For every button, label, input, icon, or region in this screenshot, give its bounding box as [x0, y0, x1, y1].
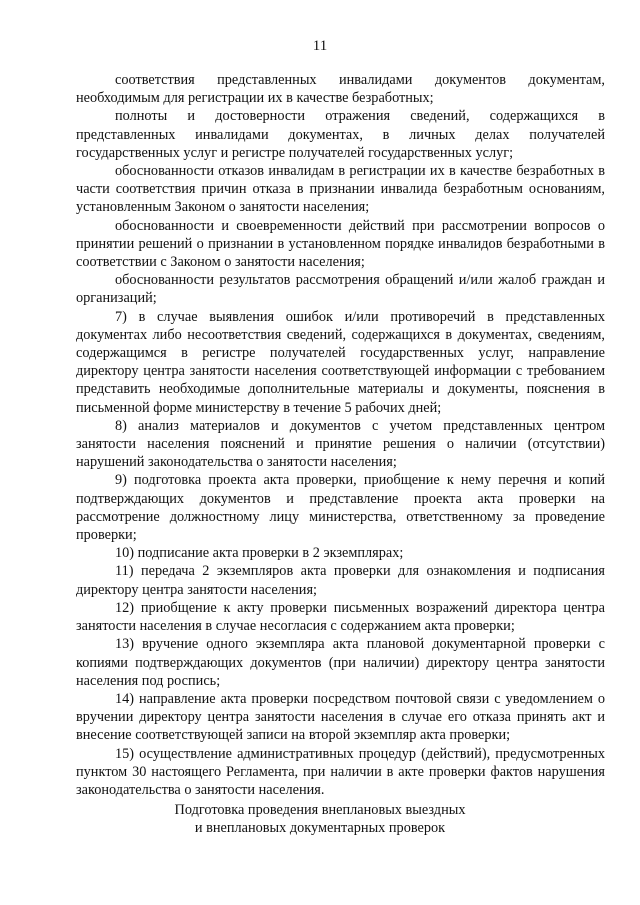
paragraph: соответствия представленных инвалидами документов документам, необходимым для регистрации их в качестве безработных;: [76, 72, 605, 107]
paragraph: 14) направление акта проверки посредством почтовой связи с уведомлением о вручении директору центра занятости населения в случае его отказа принять акт и внесение соответствующей записи на второй экземпляр акта проверки;: [76, 690, 605, 744]
paragraph: обоснованности результатов рассмотрения обращений и/или жалоб граждан и организаций;: [76, 272, 605, 307]
paragraph: обоснованности отказов инвалидам в регистрации их в качестве безработных в части соответствия причин отказа в признании инвалида безработным основаниям, установленным Законом о занятости населения;: [76, 163, 605, 216]
section-heading: [0, 801, 640, 837]
paragraph: 13) вручение одного экземпляра акта плановой документарной проверки с копиями подтверждающих документов (при наличии) директору центра занятости населения под роспись;: [76, 636, 605, 689]
paragraph: 8) анализ материалов и документов с учетом представленных центром занятости населения пояснений и принятие решения о наличии (отсутствии) нарушений законодательства о занятости населения;: [76, 417, 605, 471]
paragraph: 15) осуществление административных процедур (действий), предусмотренных пунктом 30 настоящего Регламента, при наличии в акте проверки фактов нарушения законодательства о занятости населения.: [76, 745, 605, 798]
section-heading-line: и внеплановых документарных проверок: [194, 820, 446, 837]
paragraph: 12) приобщение к акту проверки письменных возражений директора центра занятости населения в случае несогласия с содержанием акта проверки;: [76, 599, 605, 635]
paragraph: обоснованности и своевременности действий при рассмотрении вопросов о принятии решений о признании в установленном порядке инвалидов безработными в соответствии с Законом о занятости населения;: [76, 217, 605, 271]
section-heading-line: Подготовка проведения внеплановых выездных: [174, 802, 466, 818]
paragraph: 11) передача 2 экземпляров акта проверки для ознакомления и подписания директору центра занятости населения;: [76, 563, 605, 598]
paragraph: 9) подготовка проекта акта проверки, приобщение к нему перечня и копий подтверждающих документов и представление проекта акта проверки на рассмотрение должностному лицу министерства, ответственному за проведение проверки;: [76, 472, 605, 544]
body-text: [76, 71, 605, 799]
page-number: 11: [312, 38, 328, 54]
paragraph: 7) в случае выявления ошибок и/или противоречий в представленных документах либо несоответствия сведений, содержащихся в документах, сведениям, содержащимся в регистре получателей государственных услуг, направление директору центра занятости населения соответствующей информации с требованием представить необходимые дополнительные материалы и документы, пояснения в письменной форме министерству в течение 5 рабочих дней;: [76, 308, 605, 416]
paragraph: 10) подписание акта проверки в 2 экземплярах;: [115, 545, 404, 562]
paragraph: полноты и достоверности отражения сведений, содержащихся в представленных инвалидами документах, в личных делах получателей государственных услуг и регистре получателей государственных услуг;: [76, 108, 605, 161]
